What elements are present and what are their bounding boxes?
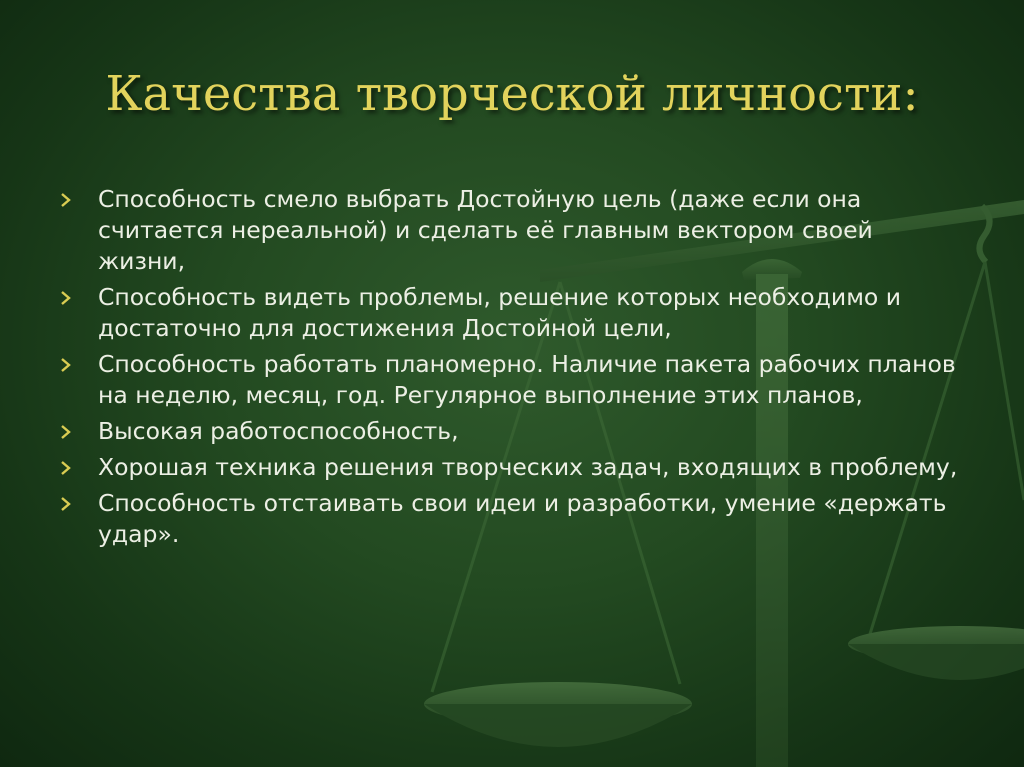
list-item — [60, 452, 960, 483]
list-item-text: Хорошая техника решения творческих задач, входящих в проблему, — [98, 453, 958, 481]
list-item — [60, 184, 960, 277]
chevron-bullet-icon — [60, 460, 72, 476]
chevron-bullet-icon — [60, 357, 72, 373]
list-item-text: Высокая работоспособность, — [98, 417, 459, 445]
list-item — [60, 282, 960, 344]
chevron-bullet-icon — [60, 290, 72, 306]
list-item — [60, 416, 960, 447]
chevron-bullet-icon — [60, 424, 72, 440]
list-item-text: Способность отстаивать свои идеи и разработки, умение «держать удар». — [98, 489, 947, 548]
list-item — [60, 349, 960, 411]
chevron-bullet-icon — [60, 192, 72, 208]
list-item — [60, 488, 960, 550]
list-item-text: Способность видеть проблемы, решение которых необходимо и достаточно для достижения Достойной цели, — [98, 283, 902, 342]
list-item-text: Способность смело выбрать Достойную цель (даже если она считается нереальной) и сделать её главным вектором своей жизни, — [98, 185, 873, 275]
bullet-list — [60, 184, 960, 555]
slide-title: Качества творческой личности: — [105, 66, 919, 122]
chevron-bullet-icon — [60, 496, 72, 512]
list-item-text: Способность работать планомерно. Наличие пакета рабочих планов на неделю, месяц, год. Регулярное выполнение этих планов, — [98, 350, 956, 409]
